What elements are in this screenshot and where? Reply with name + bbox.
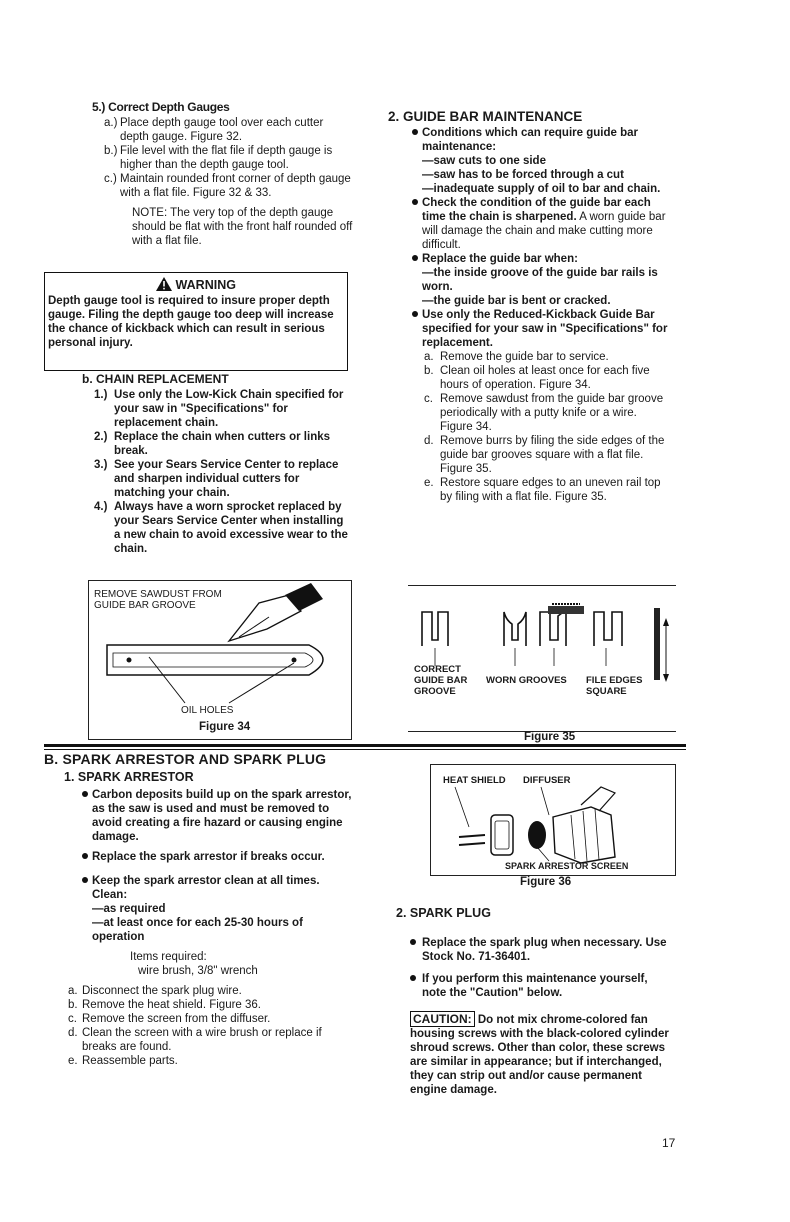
bullet-icon [82,877,88,883]
list-item [68,500,353,556]
figure-36-label-diffuser: DIFFUSER [523,775,571,786]
list-item [68,458,353,500]
warning-heading [45,277,347,292]
item-label: d. [424,435,434,447]
section-divider-thin [44,749,686,750]
bullet-icon [412,199,418,205]
bullet-item [64,788,354,844]
item-text: Reassemble parts. [82,1055,178,1067]
figure-36-caption: Figure 36 [520,876,572,888]
item-text: File level with the flat file if depth gauge is higher than the depth gauge tool. [120,145,333,171]
list-item [64,1026,354,1054]
clean-item: —at least once for each 25-30 hours of operation [92,917,303,943]
item-label: a. [424,351,434,363]
warning-title: WARNING [175,278,236,292]
bullet-item [64,874,354,902]
figure-35 [408,585,676,743]
spark-arrestor-heading: 1. SPARK ARRESTOR [64,770,194,784]
item-text: Restore square edges to an uneven rail top by filing with a flat file. Figure 35. [440,477,661,503]
item-text: Use only the Low-Kick Chain specified for your saw in "Specifications" for replacement chain. [114,389,344,429]
section-b-heading: B. SPARK ARRESTOR AND SPARK PLUG [44,751,327,767]
item-label: d. [68,1027,78,1039]
figure-35-label-worn: WORN GROOVES [486,675,567,686]
figure-36 [430,764,676,876]
list-item [92,116,354,144]
figure-34-caption: Figure 34 [199,721,251,733]
bullet-text: Replace the spark arrestor if breaks occur. [92,851,325,863]
bullet-icon [82,791,88,797]
item-text: Remove the heat shield. Figure 36. [82,999,261,1011]
list-item [64,1012,354,1026]
item-text: Clean the screen with a wire brush or replace if breaks are found. [82,1027,322,1053]
item-label: 2.) [94,431,108,443]
spark-arrestor-illustration [431,765,675,875]
figure-34 [88,580,352,740]
bullet-text: Check the condition of the guide bar each time the chain is sharpened. [422,197,651,223]
caution-paragraph [396,1012,674,1097]
item-label: a.) [104,117,118,129]
item-text: Always have a worn sprocket replaced by your Sears Service Center when installing a new chain to avoid excessive wear to the chain. [114,501,348,555]
item-label: b.) [104,145,118,157]
chain-replacement-heading: b. CHAIN REPLACEMENT [82,372,229,386]
bullet-text: Conditions which can require guide bar maintenance: [422,127,638,153]
spark-plug-heading: 2. SPARK PLUG [396,906,491,920]
bullet-item [388,196,670,252]
bullet-item [388,252,670,266]
list-item [64,998,354,1012]
figure-36-label-heat-shield: HEAT SHIELD [443,775,506,786]
item-label: 1.) [94,389,108,401]
bullet-icon [412,255,418,261]
replace-when-item: —the inside groove of the guide bar rails is worn. [422,267,658,293]
bullet-text: Use only the Reduced-Kickback Guide Bar specified for your saw in "Specifications" for replacement. [422,309,668,349]
bullet-icon [412,129,418,135]
bullet-item [388,308,670,350]
item-label: c. [424,393,433,405]
item-label: 3.) [94,459,108,471]
list-item [388,434,670,476]
figure-35-caption: Figure 35 [524,731,576,743]
item-label: 4.) [94,501,108,513]
list-item [68,388,353,430]
list-item [68,430,353,458]
bullet-text: Replace the spark plug when necessary. Use Stock No. 71-36401. [422,937,667,963]
item-label: a. [68,985,78,997]
guide-bar-heading: 2. GUIDE BAR MAINTENANCE [388,109,583,124]
spark-arrestor-section [64,770,354,1068]
list-item [92,172,354,200]
bullet-item [388,126,670,154]
bullet-text: Keep the spark arrestor clean at all times. Clean: [92,875,320,901]
warning-triangle-icon [156,277,172,291]
figure-34-label-sawdust: REMOVE SAWDUST FROM GUIDE BAR GROOVE [94,589,222,611]
caution-label: CAUTION: [410,1011,475,1027]
list-item [388,350,670,364]
item-label: e. [68,1055,78,1067]
item-label: e. [424,477,434,489]
list-item [64,1054,354,1068]
bullet-item [396,936,674,964]
figure-35-label-file: FILE EDGES SQUARE [586,675,643,697]
item-label: c. [68,1013,77,1025]
bullet-icon [412,311,418,317]
condition-item: —saw cuts to one side [422,155,546,167]
list-item [388,364,670,392]
bullet-item [64,850,354,864]
figure-36-label-screen: SPARK ARRESTOR SCREEN [505,861,629,871]
bullet-icon [410,975,416,981]
figure-34-label-oil-holes: OIL HOLES [181,705,234,716]
list-item [388,476,670,504]
item-label: b. [68,999,78,1011]
bullet-item [396,972,674,1000]
item-text: Remove burrs by filing the side edges of the guide bar grooves square with a flat file. Figure 35. [440,435,665,475]
list-item [92,144,354,172]
bullet-text: If you perform this maintenance yourself, note the "Caution" below. [422,973,648,999]
guide-bar-maintenance-section [388,110,670,504]
warning-text: Depth gauge tool is required to insure proper depth gauge. Filing the depth gauge too deep will increase the chance of kickback which can result in serious personal injury. [48,295,334,349]
bullet-text: Replace the guide bar when: [422,253,578,265]
bullet-icon [82,853,88,859]
depth-gauges-section [92,100,354,248]
item-text: See your Sears Service Center to replace and sharpen individual cutters for matching your chain. [114,459,339,499]
figure-35-label-correct: CORRECT GUIDE BAR GROOVE [414,664,468,697]
bullet-icon [410,939,416,945]
depth-gauge-note: NOTE: The very top of the depth gauge should be flat with the front half rounded off with a flat file. [132,207,353,247]
section-divider [44,744,686,747]
items-required-label: Items required: [130,951,207,963]
bullet-text-rest: A worn guide bar will damage the chain and make cutting more difficult. [422,211,666,251]
item-label: b. [424,365,434,377]
item-text: Remove the screen from the diffuser. [82,1013,271,1025]
item-text: Remove the guide bar to service. [440,351,609,363]
chain-replacement-section [68,372,353,556]
item-label: c.) [104,173,117,185]
item-text: Remove sawdust from the guide bar groove periodically with a putty knife or a wire. Figure 34. [440,393,664,433]
list-item [64,984,354,998]
item-text: Replace the chain when cutters or links break. [114,431,331,457]
bullet-text: Carbon deposits build up on the spark arrestor, as the saw is used and must be removed to avoid creating a fire hazard or causing engine damage. [92,789,352,843]
item-text: Clean oil holes at least once for each five hours of operation. Figure 34. [440,365,650,391]
page-number: 17 [662,1136,676,1150]
warning-box [44,272,348,371]
condition-item: —saw has to be forced through a cut [422,169,624,181]
items-required-value: wire brush, 3/8" wrench [138,965,258,977]
item-text: Disconnect the spark plug wire. [82,985,242,997]
condition-item: —inadequate supply of oil to bar and chain. [422,183,661,195]
replace-when-item: —the guide bar is bent or cracked. [422,295,611,307]
clean-item: —as required [92,903,166,915]
spark-plug-section [396,906,674,1097]
caution-text: Do not mix chrome-colored fan housing screws with the black-colored cylinder shroud screws. Other than color, these screws are similar in appearance; but if interchanged, they can strip out and/or cause permanent engine damage. [410,1014,669,1096]
item-text: Place depth gauge tool over each cutter depth gauge. Figure 32. [120,117,324,143]
item-text: Maintain rounded front corner of depth gauge with a flat file. Figure 32 & 33. [120,173,351,199]
depth-gauges-heading: 5.) Correct Depth Gauges [92,100,230,114]
list-item [388,392,670,434]
